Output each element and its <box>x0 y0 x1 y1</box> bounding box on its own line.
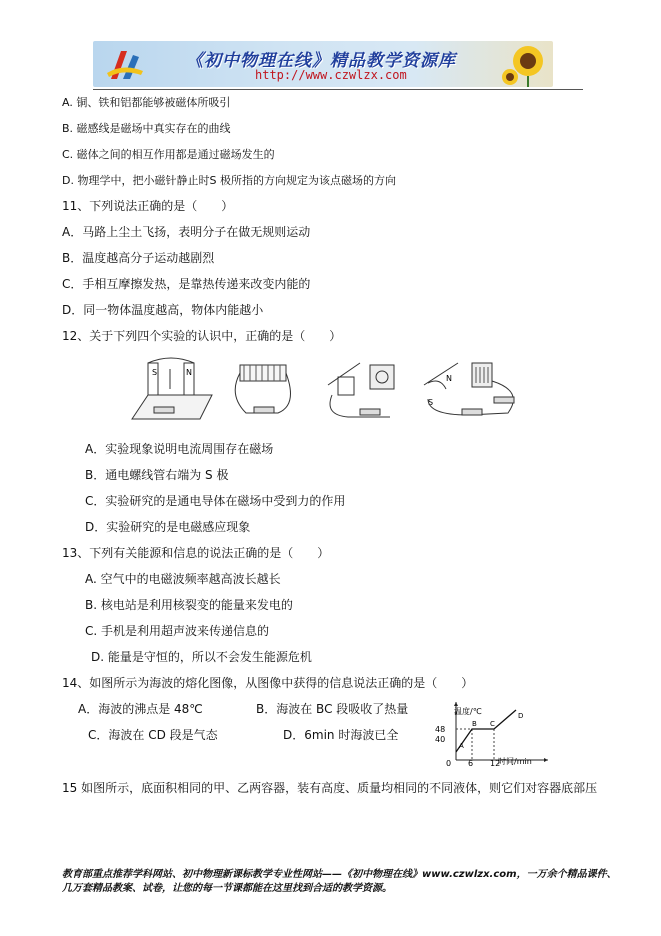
graph-xlabel: 时间/min <box>498 757 532 766</box>
q14-option-b: B．海波在 BC 段吸收了热量 <box>256 702 409 716</box>
q11-option-d: D．同一物体温度越高，物体内能越小 <box>62 303 264 317</box>
q14-stem: 14、如图所示为海波的熔化图像，从图像中获得的信息说法正确的是（ ） <box>62 676 474 690</box>
graph-point-c: C <box>490 720 495 728</box>
q13-option-c: C. 手机是利用超声波来传递信息的 <box>85 624 270 638</box>
banner-title: 《初中物理在线》精品教学资源库 <box>186 51 456 71</box>
banner-url[interactable]: http://www.czwlzx.com <box>255 68 407 82</box>
footer-line-2: 几万套精品教案、试卷，让您的每一节课都能在这里找到合适的教学资源。 <box>62 883 392 894</box>
q10-option-b: B. 磁感线是磁场中真实存在的曲线 <box>62 122 231 135</box>
experiment-4 <box>424 363 514 415</box>
graph-curve <box>456 710 516 752</box>
graph-ytick-48: 48 <box>435 725 446 734</box>
graph-point-b: B <box>472 720 477 728</box>
q13-option-a: A. 空气中的电磁波频率越高波长越长 <box>85 572 281 586</box>
q10-option-a: A. 铜、铁和铝都能够被磁体所吸引 <box>62 96 231 109</box>
graph-xtick-6: 6 <box>468 759 474 768</box>
sunflower-icon <box>498 41 553 87</box>
header-divider <box>93 89 583 90</box>
q11-option-b: B．温度越高分子运动越剧烈 <box>62 251 215 265</box>
graph-xtick-0: 0 <box>446 759 452 768</box>
q14-option-c: C．海波在 CD 段是气态 <box>88 728 218 742</box>
q12-label-n2: N <box>446 374 452 383</box>
q12-label-s2: S <box>428 398 434 407</box>
q13-option-d: D. 能量是守恒的，所以不会发生能源危机 <box>91 650 312 664</box>
q15-stem: 15 如图所示，底面积相同的甲、乙两容器，装有高度、质量均相同的不同液体，则它们对容器底部压 <box>62 781 598 795</box>
q11-option-c: C．手相互摩擦发热，是靠热传递来改变内能的 <box>62 277 311 291</box>
footer-line-1: 教育部重点推荐学科网站、初中物理新课标教学专业性网站——《初中物理在线》www.czwlzx.com，一万余个精品课件、 <box>62 869 617 880</box>
q11-option-a: A．马路上尘土飞扬，表明分子在做无规则运动 <box>62 225 311 239</box>
q12-label-s: S <box>152 368 158 377</box>
graph-xtick-12: 12 <box>490 759 501 768</box>
graph-ytick-40: 40 <box>435 735 446 744</box>
q10-option-c: C. 磁体之间的相互作用都是通过磁场发生的 <box>62 148 275 161</box>
graph-point-a: A <box>459 742 464 750</box>
q14-option-d: D．6min 时海波已全 <box>283 728 399 742</box>
q10-option-d: D. 物理学中，把小磁针静止时S 极所指的方向规定为该点磁场的方向 <box>62 174 396 187</box>
q12-stem: 12、关于下列四个实验的认识中，正确的是（ ） <box>62 329 342 343</box>
q12-option-b: B．通电螺线管右端为 S 极 <box>85 468 229 482</box>
q12-label-n: N <box>186 368 192 377</box>
q13-option-b: B. 核电站是利用核裂变的能量来发电的 <box>85 598 293 612</box>
q11-stem: 11、下列说法正确的是（ ） <box>62 199 234 213</box>
graph-ylabel: 温度/℃ <box>454 707 482 716</box>
q12-experiments-figure <box>128 355 528 427</box>
experiment-1 <box>132 358 212 419</box>
logo-icon <box>103 45 147 83</box>
experiment-3 <box>328 363 394 417</box>
q12-option-c: C．实验研究的是通电导体在磁场中受到力的作用 <box>85 494 346 508</box>
q12-option-d: D．实验研究的是电磁感应现象 <box>85 520 251 534</box>
q13-stem: 13、下列有关能源和信息的说法正确的是（ ） <box>62 546 330 560</box>
q14-melting-graph <box>432 698 552 768</box>
q14-option-a: A．海波的沸点是 48℃ <box>78 702 203 716</box>
graph-point-d: D <box>518 712 524 720</box>
q12-option-a: A．实验现象说明电流周围存在磁场 <box>85 442 274 456</box>
experiment-2 <box>235 365 290 413</box>
